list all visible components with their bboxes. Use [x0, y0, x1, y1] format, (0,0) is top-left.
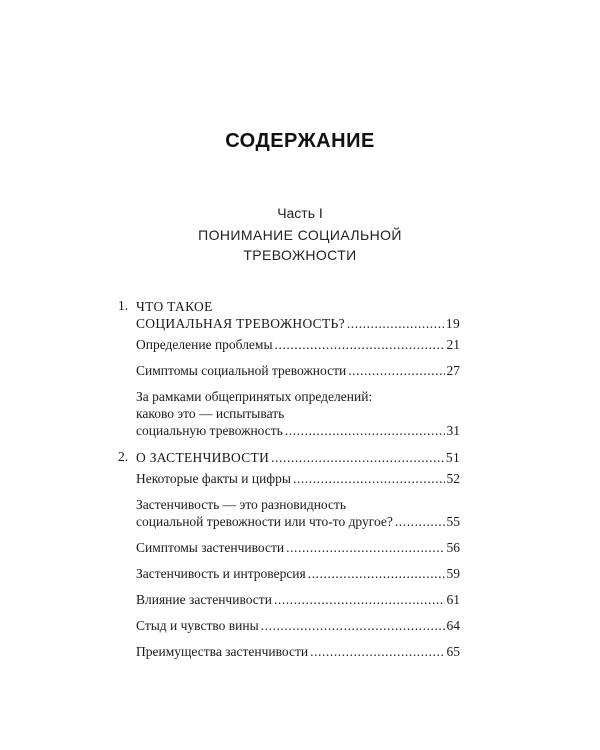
entry-line: каково это — испытывать [136, 406, 285, 421]
chapter-number: 2. [118, 449, 129, 464]
toc-chapter-2 [118, 449, 460, 660]
entry-title: Симптомы застенчивости [136, 540, 285, 555]
dot-leader [310, 643, 444, 660]
entry-line [136, 617, 460, 634]
chapter-heading[interactable] [118, 298, 460, 332]
chapter-number: 1. [118, 298, 129, 313]
table-of-contents [118, 298, 460, 670]
toc-entry[interactable] [136, 388, 460, 439]
section-list [118, 336, 460, 439]
entry-title: Симптомы социальной тревожности [136, 363, 347, 378]
page-number: 52 [446, 471, 460, 486]
entry-title: Преимущества застенчивости [136, 644, 309, 659]
entry-title: Влияние застенчивости [136, 592, 272, 607]
page-number: 61 [446, 592, 460, 607]
entry-title: Некоторые факты и цифры [136, 471, 291, 486]
dot-leader [293, 470, 445, 487]
entry-title: социальной тревожности или что-то другое? [136, 514, 393, 529]
page-number: 21 [446, 337, 460, 352]
entry-line [136, 336, 460, 353]
entry-title: Стыд и чувство вины [136, 618, 259, 633]
section-list [118, 470, 460, 660]
chapter-title-line [136, 449, 460, 466]
page-number: 56 [446, 540, 460, 555]
chapter-heading[interactable] [118, 449, 460, 466]
page-number: 27 [446, 363, 460, 378]
toc-entry[interactable] [136, 336, 460, 353]
toc-entry[interactable] [136, 362, 460, 379]
page-number: 19 [445, 316, 460, 331]
dot-leader [274, 591, 445, 608]
toc-entry[interactable] [136, 591, 460, 608]
toc-entry[interactable] [136, 565, 460, 582]
dot-leader [286, 539, 444, 556]
toc-entry[interactable] [136, 617, 460, 634]
dot-leader [285, 422, 445, 439]
contents-heading: СОДЕРЖАНИЕ [225, 130, 375, 152]
page-number: 59 [446, 566, 460, 581]
page-number: 55 [446, 514, 460, 529]
chapter-title-text: О ЗАСТЕНЧИВОСТИ [136, 450, 270, 465]
entry-line [136, 362, 460, 379]
part-label: Часть I [277, 205, 323, 221]
chapter-title-line [136, 315, 460, 332]
entry-line [136, 422, 460, 439]
part-title-line: ТРЕВОЖНОСТИ [243, 247, 357, 263]
entry-line: Застенчивость — это разновидность [136, 497, 347, 512]
dot-leader [271, 449, 444, 466]
toc-chapter-1 [118, 298, 460, 439]
chapter-title-line: ЧТО ТАКОЕ [136, 299, 213, 314]
page-number: 31 [446, 423, 460, 438]
entry-line [136, 591, 460, 608]
toc-entry[interactable] [136, 470, 460, 487]
entry-line [136, 513, 460, 530]
dot-leader [308, 565, 445, 582]
entry-line [136, 470, 460, 487]
page-number: 51 [445, 450, 460, 465]
entry-line [136, 643, 460, 660]
toc-entry[interactable] [136, 496, 460, 530]
chapter-title-text: СОЦИАЛЬНАЯ ТРЕВОЖНОСТЬ? [136, 316, 345, 331]
entry-title: социальную тревожность [136, 423, 283, 438]
part-title [0, 225, 600, 265]
entry-title: Застенчивость и интроверсия [136, 566, 306, 581]
toc-entry[interactable] [136, 643, 460, 660]
dot-leader [261, 617, 445, 634]
dot-leader [395, 513, 445, 530]
dot-leader [347, 315, 444, 332]
entry-line: За рамками общепринятых определений: [136, 389, 373, 404]
toc-entry[interactable] [136, 539, 460, 556]
entry-title: Определение проблемы [136, 337, 273, 352]
dot-leader [348, 362, 444, 379]
dot-leader [275, 336, 445, 353]
part-title-line: ПОНИМАНИЕ СОЦИАЛЬНОЙ [198, 227, 402, 243]
page-number: 65 [446, 644, 460, 659]
page-number: 64 [446, 618, 460, 633]
entry-line [136, 539, 460, 556]
entry-line [136, 565, 460, 582]
